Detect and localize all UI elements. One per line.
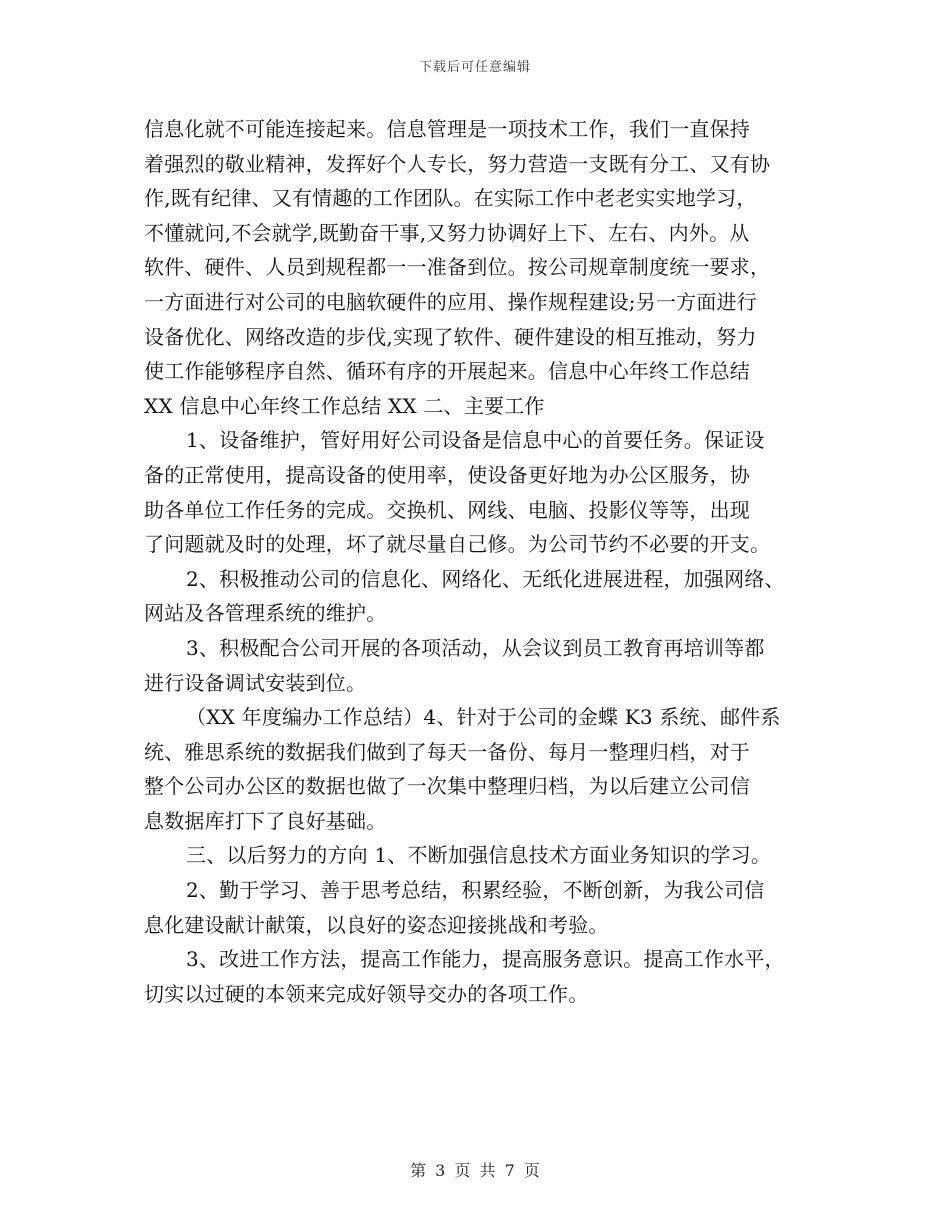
text-line: 一方面进行对公司的电脑软硬件的应用、操作规程建设;另一方面进行 (144, 289, 757, 314)
text-line: 三、以后努力的方向 1、不断加强信息技术方面业务知识的学习。 (186, 843, 772, 868)
page-number-footer: 第 3 页 共 7 页 (410, 1161, 540, 1180)
text-line: 软件、硬件、人员到规程都一一准备到位。按公司规章制度统一要求， (144, 255, 771, 280)
text-line: 1、设备维护，管好用好公司设备是信息中心的首要任务。保证设 (186, 428, 765, 453)
text-line: 息数据库打下了良好基础。 (144, 808, 387, 833)
text-line: 了问题就及时的处理，坏了就尽量自己修。为公司节约不必要的开支。 (144, 532, 771, 557)
text-line: 3、积极配合公司开展的各项活动，从会议到员工教育再培训等都 (186, 635, 765, 660)
text-line: 设备优化、网络改造的步伐,实现了软件、硬件建设的相互推动，努力 (144, 324, 757, 349)
page-header: 下载后可任意编辑 (418, 60, 531, 75)
text-line: 备的正常使用，提高设备的使用率，使设备更好地为办公区服务，协 (144, 462, 750, 487)
text-line: 统、雅思系统的数据我们做到了每天一备份、每月一整理归档，对于 (144, 739, 750, 764)
text-line: 使工作能够程序自然、循环有序的开展起来。信息中心年终工作总结 (144, 359, 750, 384)
text-line: 整个公司办公区的数据也做了一次集中整理归档，为以后建立公司信 (144, 774, 750, 799)
text-line: 2、勤于学习、善于思考总结，积累经验，不断创新，为我公司信 (186, 878, 765, 903)
text-line: 切实以过硬的本领来完成好领导交办的各项工作。 (144, 981, 589, 1006)
text-line: 2、积极推动公司的信息化、网络化、无纸化进展进程，加强网络、 (186, 566, 785, 591)
text-line: 信息化就不可能连接起来。信息管理是一项技术工作，我们一直保持 (144, 117, 750, 141)
text-line: （XX 年度编办工作总结）4、针对于公司的金蝶 K3 系统、邮件系 (186, 705, 781, 730)
document-body (144, 112, 809, 1011)
text-line: 不懂就问,不会就学,既勤奋干事,又努力协调好上下、左右、内外。从 (144, 220, 750, 245)
text-line: 网站及各管理系统的维护。 (144, 601, 387, 626)
text-line: 息化建设献计献策，以良好的姿态迎接挑战和考验。 (144, 912, 609, 937)
text-line: 作,既有纪律、又有情趣的工作团队。在实际工作中老老实实地学习， (144, 186, 757, 211)
text-line: 着强烈的敬业精神，发挥好个人专长，努力营造一支既有分工、又有协 (144, 151, 771, 176)
text-line: 3、改进工作方法，提高工作能力，提高服务意识。提高工作水平， (186, 947, 785, 972)
text-line: XX 信息中心年终工作总结 XX 二、主要工作 (144, 393, 545, 418)
text-line: 助各单位工作任务的完成。交换机、网线、电脑、投影仪等等，出现 (144, 497, 750, 522)
text-line: 进行设备调试安装到位。 (144, 670, 367, 695)
